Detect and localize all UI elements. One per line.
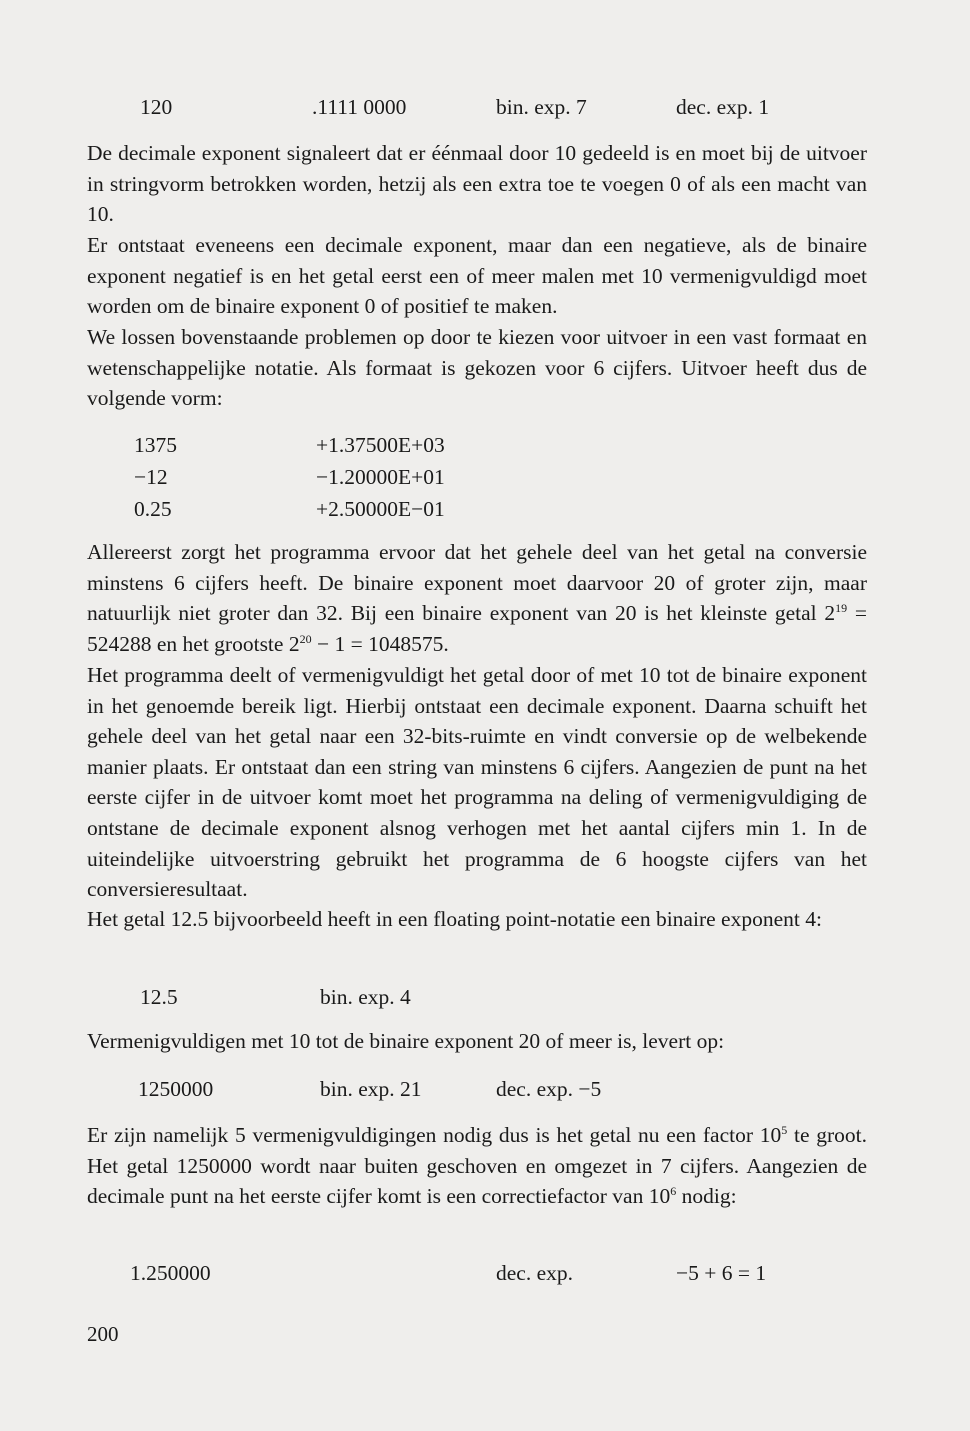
example3-value: 1.250000: [130, 1261, 211, 1285]
paragraph-5: Het programma deelt of vermenigvuldigt het getal door of met 10 tot de binaire exponent in het genoemde bereik ligt. Hierbij ontstaat een decimale exponent. Daarna schuift het gehele deel van het getal naar een 32-bits-ruimte en vindt conversie op de welbekende manier plaats. Er ontstaat dan een string van minstens 6 cijfers. Aangezien de punt na het eerste cijfer in de uitvoer komt moet het programma na deling of vermenigvuldiging de ontstane de decimale exponent alsnog verhogen met het aantal cijfers min 1. In de uiteindelijke uitvoerstring gebruikt het programma de 6 hoogste cijfers van het conversieresultaat.: [87, 663, 867, 902]
paragraph-6: Het getal 12.5 bijvoorbeeld heeft in een floating point-notatie een binaire exponent 4:: [87, 907, 822, 931]
superscript-5: 5: [781, 1123, 788, 1137]
format-row-2: [87, 462, 867, 492]
paragraph-2: Er ontstaat eveneens een decimale exponent, maar dan een negatieve, als de binaire exponent negatief is en het getal eerst een of meer malen met 10 vermenigvuldigd moet worden om de binaire exponent 0 of positief te maken.: [87, 233, 867, 319]
top-row-binary: .1111 0000: [312, 95, 407, 119]
example3-dec-exp: dec. exp.: [496, 1261, 574, 1285]
format-row-3: [87, 494, 867, 524]
top-row-dec-exp: dec. exp. 1: [676, 95, 770, 119]
example-row-2: [87, 1074, 867, 1104]
format-output: −1.20000E+01: [316, 465, 445, 489]
paragraph-4-part-b: = 524288 en het grootste 2: [87, 601, 867, 656]
paragraph-4-part-c: − 1 = 1048575.: [311, 631, 449, 656]
format-row-1: [87, 430, 867, 460]
example2-dec-exp: dec. exp. −5: [496, 1077, 602, 1101]
paragraph-1: De decimale exponent signaleert dat er éénmaal door 10 gedeeld is en moet bij de uitvoer in stringvorm betrokken worden, hetzij als een extra toe te voegen 0 of als een macht van 10.: [87, 141, 867, 227]
example2-value: 1250000: [138, 1077, 214, 1101]
example-row-1: [87, 982, 867, 1012]
example1-value: 12.5: [140, 985, 178, 1009]
superscript-20: 20: [299, 631, 312, 646]
format-input: 1375: [134, 433, 177, 457]
paragraph-4-part-a: Allereerst zorgt het programma ervoor dat het gehele deel van het getal na conversie minstens 6 cijfers heeft. De binaire exponent moet daarvoor 20 of groter zijn, maar natuurlijk niet groter dan 32. Bij een binaire exponent van 20 is het kleinste getal 2: [87, 540, 867, 626]
format-output: +2.50000E−01: [316, 497, 445, 521]
paragraph-3: We lossen bovenstaande problemen op door te kiezen voor uitvoer in een vast formaat en wetenschappelijke notatie. Als formaat is gekozen voor 6 cijfers. Uitvoer heeft dus de volgende vorm:: [87, 325, 867, 411]
superscript-19: 19: [835, 601, 848, 616]
top-example-row: [87, 92, 867, 122]
paragraph-4: [87, 537, 867, 659]
top-row-value: 120: [140, 95, 173, 119]
paragraph-8-part-a: Er zijn namelijk 5 vermenigvuldigingen nodig dus is het getal nu een factor 10: [87, 1123, 782, 1147]
top-row-bin-exp: bin. exp. 7: [496, 95, 587, 119]
superscript-6: 6: [670, 1184, 677, 1199]
page-number: 200: [87, 1322, 119, 1346]
book-page: [87, 0, 867, 1431]
paragraph-8-part-b: te groot. Het getal 1250000 wordt naar buiten geschoven en omgezet in 7 cijfers. Aangezien de decimale punt na het eerste cijfer komt is een correctiefactor van 10: [87, 1123, 868, 1209]
paragraph-8-part-c: nodig:: [676, 1184, 737, 1209]
example-row-3: [87, 1258, 867, 1288]
example2-bin-exp: bin. exp. 21: [320, 1077, 422, 1101]
format-output: +1.37500E+03: [316, 433, 445, 457]
example1-bin-exp: bin. exp. 4: [320, 985, 411, 1009]
format-input: −12: [134, 465, 168, 489]
paragraph-7: Vermenigvuldigen met 10 tot de binaire exponent 20 of meer is, levert op:: [87, 1029, 725, 1053]
format-input: 0.25: [134, 497, 172, 521]
paragraph-8: [87, 1120, 867, 1212]
example3-calc: −5 + 6 = 1: [676, 1261, 767, 1285]
